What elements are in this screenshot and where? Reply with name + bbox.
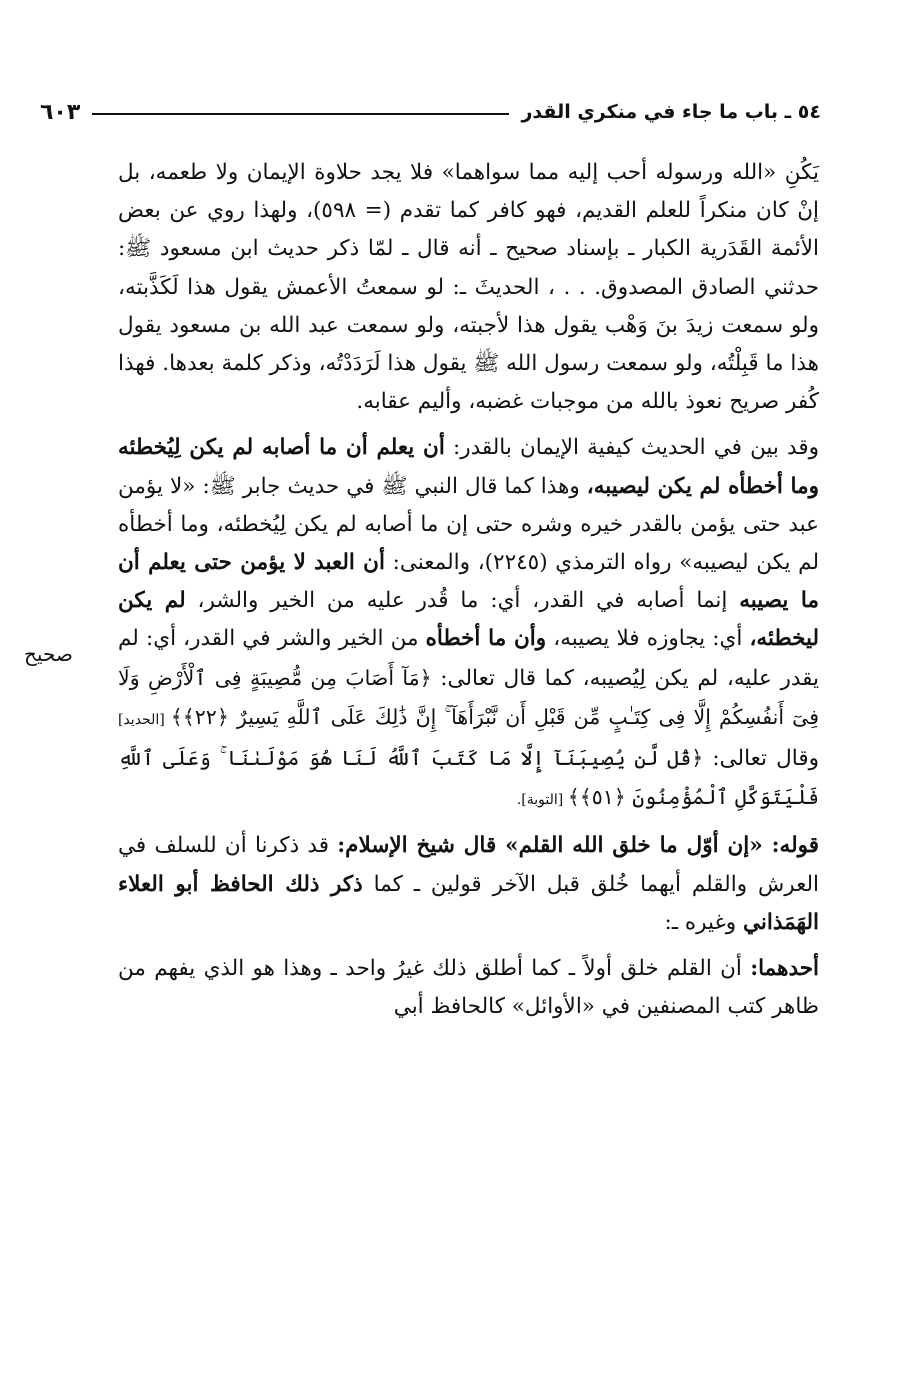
paragraph-4-text-1: أن القلم خلق أولاً ـ كما أطلق ذلك غيرُ واحد ـ وهذا هو الذي يفهم من ظاهر كتب المصنفين في «الأوائل» كالحافظ أبي bbox=[118, 956, 819, 1020]
paragraph-2-bold-3: لم يكن ليخطئه، bbox=[118, 588, 819, 652]
paragraph-3-text-1: قد ذكرنا أن للسلف في العرش والقلم أيهما خُلق قبل الآخر قولين ـ كما bbox=[118, 833, 819, 897]
chapter-title: ٥٤ ـ باب ما جاء في منكري القدر bbox=[521, 101, 821, 123]
quran-verse-1: ﴿مَآ أَصَابَ مِن مُّصِيبَةٍ فِى ٱلْأَرْضِ وَلَا فِىٓ أَنفُسِكُمْ إِلَّا فِى كِتَـٰبٍ مِّن قَبْلِ أَن نَّبْرَأَهَآ ۚ إِنَّ ذَٰلِكَ عَلَى ٱللَّهِ يَسِيرٌ ﴿٢٢﴾﴾ bbox=[118, 665, 819, 729]
main-text bbox=[118, 154, 819, 1026]
paragraph-4 bbox=[118, 950, 819, 1026]
paragraph-2 bbox=[118, 429, 819, 819]
quran-verse-2: ﴿قُل لَّن يُصِيبَنَآ إِلَّا مَا كَتَبَ ٱللَّهُ لَنَا هُوَ مَوْلَىٰنَا ۚ وَعَلَى ٱللَّهِ فَلْيَتَوَكَّلِ ٱلْمُؤْمِنُونَ ﴿٥١﴾﴾ bbox=[118, 746, 819, 810]
surah-reference-2: [التوبة]. bbox=[516, 792, 568, 809]
margin-grading-note: صحيح bbox=[24, 642, 73, 666]
paragraph-2-text-3: إنما أصابه في القدر، أي: ما قُدر عليه من الخير والشر، bbox=[185, 588, 740, 614]
surah-reference-1: [الحديد] bbox=[118, 711, 171, 728]
paragraph-2-text-5: من الخير والشر في القدر، أي: لم يقدر عليه، لم يكن لِيُصيبه، كما قال تعالى: bbox=[118, 626, 819, 691]
running-header bbox=[40, 94, 821, 130]
paragraph-4-bold-1: أحدهما: bbox=[750, 956, 819, 982]
header-rule bbox=[92, 113, 509, 115]
paragraph-3-text-2: وغيره ـ: bbox=[664, 909, 743, 935]
paragraph-2-text-6: وقال تعالى: bbox=[703, 746, 819, 772]
paragraph-2-bold-2: أن العبد لا يؤمن حتى يعلم أن ما يصيبه bbox=[118, 550, 819, 614]
paragraph-1 bbox=[118, 154, 819, 421]
paragraph-1-text: يَكُنِ «الله ورسوله أحب إليه مما سواهما» فلا يجد حلاوة الإيمان ولا طعمه، بل إنْ كان منكراً للعلم القديم، فهو كافر كما تقدم (= ٥٩٨)، ولهذا روي عن بعض الأئمة القَدَرية الكبار ـ بإسناد صحيح ـ أنه قال ـ لمّا ذكر حديث ابن مسعود ﷺ: حدثني الصادق المصدوق. . . ، الحديثَ ـ: لو سمعتُ الأعمش يقول هذا لَكَذَّبته، ولو سمعت زيدَ بنَ وَهْب يقول هذا لأجبته، ولو سمعت عبد الله بن مسعود يقول هذا ما قَبِلْتُه، ولو سمعت رسول الله ﷺ يقول هذا لَرَدَدْتُه، وذكر كلمة بعدها. فهذا كُفر صريح نعوذ بالله من موجبات غضبه، وأليم عقابه. bbox=[118, 160, 819, 415]
page-number: ٦٠٣ bbox=[40, 99, 81, 125]
paragraph-2-text-1: وقد بين في الحديث كيفية الإيمان بالقدر: bbox=[444, 435, 819, 461]
paragraph-3-bold-2: ذكر ذلك الحافظ أبو العلاء الهَمَذاني bbox=[118, 871, 819, 935]
paragraph-3 bbox=[118, 827, 819, 942]
paragraph-3-bold-1: قوله: «إن أوّل ما خلق الله القلم» قال شيخ الإسلام: bbox=[337, 833, 820, 859]
paragraph-2-bold-4: وأن ما أخطأه bbox=[425, 626, 547, 652]
paragraph-2-text-2: وهذا كما قال النبي ﷺ في حديث جابر ﷺ: «لا يؤمن عبد حتى يؤمن بالقدر خيره وشره حتى إن ما أصابه لم يكن لِيُخطئه، وما أخطأه لم يكن ليصيبه» رواه الترمذي (٢٢٤٥)، والمعنى: bbox=[118, 473, 819, 576]
paragraph-2-bold-1: أن يعلم أن ما أصابه لم يكن لِيُخطئه وما أخطأه لم يكن ليصيبه، bbox=[118, 435, 819, 499]
paragraph-2-text-4: أي: يجاوزه فلا يصيبه، bbox=[546, 626, 750, 652]
